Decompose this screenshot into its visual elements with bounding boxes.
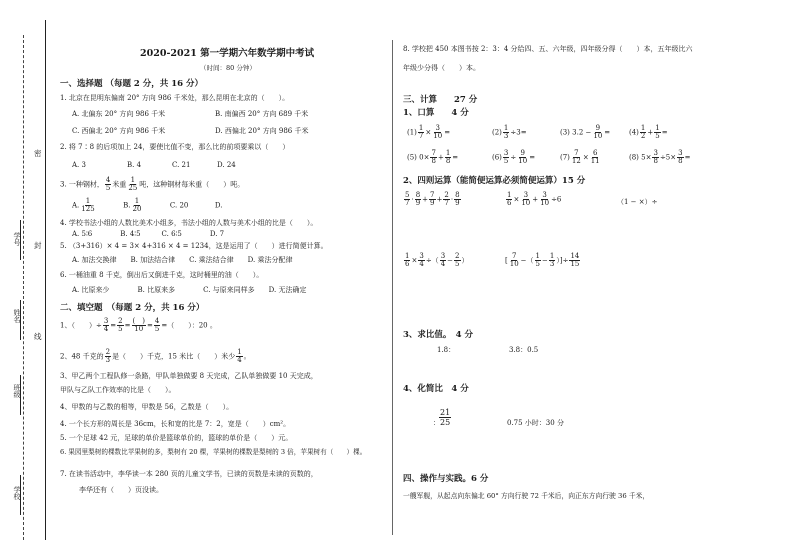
margin-label-xian: 线 xyxy=(34,332,42,341)
s1-q1-opt-b: B. 南偏西 20° 方向 689 千米 xyxy=(215,110,309,118)
binding-dashed-line xyxy=(23,35,24,540)
s2-q3: 3、甲乙两个工程队修一条路，甲队单独做要 8 天完成，乙队单独做要 10 天完成， xyxy=(60,372,318,380)
margin-field-name-line xyxy=(20,300,21,340)
simp-a: $\frac{21}{25}$ xyxy=(440,408,451,427)
margin-field-id-line xyxy=(20,220,21,260)
simp-heading: 4、化简比 4 分 xyxy=(403,384,469,394)
s2-q1: 1、（ ）÷ $\frac{3}{4}$ = $\frac{2}{5}$ = $\frac{( )}{10}$ = $\frac{4}{5}$ =（ ）：20 。 xyxy=(60,317,217,333)
margin-field-class-line xyxy=(20,375,21,415)
s2-q5: 4. 一个长方形的周长是 36cm，长和宽的比是 7：2，宽是（ ）cm²。 xyxy=(60,420,291,428)
section2-heading: 二、填空题 （每题 2 分，共 16 分） xyxy=(60,303,205,313)
s2-q2: 2、48 千克的 $\frac{2}{3}$ 是（ ）千克，15 米比（ ）米少 $\frac{1}{4}$ 。 xyxy=(60,348,251,364)
s1-q1-opt-a: A. 北偏东 20° 方向 986 千米 xyxy=(72,110,166,118)
s1-q1: 1. 北京在昆明东偏南 20° 方向 986 千米处，那么昆明在北京的（ ）。 xyxy=(60,94,290,102)
r-q8b: 年级少分得（ ）本。 xyxy=(403,64,480,72)
margin-field-school-line xyxy=(20,475,21,515)
op-heading: 四、操作与实践。6 分 xyxy=(403,474,489,484)
simp-b: 0.75 小时：30 分 xyxy=(507,419,564,427)
s1-q4: 4. 学校书法小组的人数比美术小组多，书法小组的人数与美术小组的比是（ ）。 xyxy=(60,219,318,227)
s2-q6: 5. 一个足球 42 元，足球的单价是篮球单价的，篮球的单价是（ ）元。 xyxy=(60,434,293,442)
op-text: 一艘军舰，从起点向东偏北 60° 方向行驶 72 千米后，向正东方向行驶 36 千米， xyxy=(403,492,650,500)
s1-q2-opt-b: B. 4 xyxy=(127,161,142,169)
oral-item: (5) 0× $\frac{7}{8}$ + $\frac{1}{8}$ = xyxy=(407,149,459,165)
margin-field-id: 学号 xyxy=(13,232,21,246)
oral-item: (7) $\frac{7}{12}$ × $\frac{6}{11}$ xyxy=(560,149,600,165)
margin-field-name: 姓名 xyxy=(13,309,21,323)
s1-q2-opt-c: C. 21 xyxy=(172,161,191,169)
s1-q1-opt-d: D. 西偏北 20° 方向 986 千米 xyxy=(215,127,309,135)
margin-field-class: 班级 xyxy=(13,384,21,398)
s1-q2-opt-a: A. 3 xyxy=(72,161,86,169)
margin-field-school: 学校 xyxy=(13,486,21,500)
margin-label-feng: 封 xyxy=(34,241,42,250)
oral-item: (6) $\frac{3}{5}$ ÷ $\frac{9}{10}$ = xyxy=(492,149,536,165)
s2-q8: 7. 在读书活动中，李华读一本 280 页的儿童文学书，已读的页数是未读的页数的， xyxy=(60,470,318,478)
column-divider xyxy=(392,40,393,535)
s1-q5-opts: A. 加法交换律 B. 加法结合律 C. 乘法结合律 D. 乘法分配律 xyxy=(72,256,293,264)
s2-q3b: 甲队与乙队工作效率的比是（ ）。 xyxy=(60,386,176,394)
mixed-expr-a: $\frac{5}{7}$ · $\frac{8}{9}$ + $\frac{7}{9}$ + $\frac{2}{7}$ · $\frac{8}{9}$ xyxy=(405,191,460,207)
s1-q4-opts: A. 5∶6 B. 4∶5 C. 6∶5 D. 7 xyxy=(72,230,225,238)
calc-heading: 三、计算 27 分 xyxy=(403,95,478,105)
s1-q2: 2. 将 7∶8 的后项加上 24，要使比值不变，那么比的前项要乘以（ ） xyxy=(60,143,290,151)
mixed-expr-b: $\frac{1}{6}$ × $\frac{3}{10}$ + $\frac{3}{10}$ ÷6 xyxy=(507,191,562,207)
oral-item: (1) $\frac{1}{7}$ × $\frac{3}{10}$ = xyxy=(407,124,451,140)
ratio-a: 1.8： xyxy=(437,346,456,354)
s2-q7: 6. 果园里梨树的棵数比苹果树的多，梨树有 20 棵，苹果树的棵数是梨树的 3 倍，苹果树有（ ）棵。 xyxy=(60,448,367,456)
margin-label-mi: 密 xyxy=(34,149,42,158)
mixed-expr-d: $\frac{1}{6}$ × $\frac{3}{4}$ ÷（ $\frac{3}{4}$ − $\frac{2}{5}$ ） xyxy=(405,252,469,268)
oral-item: (2) $\frac{1}{3}$ ÷3= xyxy=(492,124,527,140)
s1-q1-opt-c: C. 西偏北 20° 方向 986 千米 xyxy=(72,127,166,135)
oral-heading: 1、口算 4 分 xyxy=(403,108,469,118)
oral-item: (8) 5× $\frac{3}{8}$ ÷5× $\frac{3}{8}$ = xyxy=(629,149,691,165)
binding-line xyxy=(45,20,46,540)
s1-q6: 6. 一桶油重 8 千克，倒出后又倒进千克，这时桶里的油（ ）。 xyxy=(60,271,264,279)
s1-q3-opts: A. $\frac{1}{125}$ B. $\frac{1}{20}$ C. 20 D. xyxy=(72,197,223,213)
s2-q8b: 李华还有（ ）页没读。 xyxy=(79,486,163,494)
oral-item: (3) 3.2 − $\frac{9}{10}$ = xyxy=(560,124,611,140)
r-q8: 8. 学校把 450 本图书按 2：3：4 分给四、五、六年级，四年级分得（ ）本，五年级比六 xyxy=(403,45,693,53)
mixed-expr-e: [ $\frac{7}{10}$ −（ $\frac{1}{5}$ − $\frac{1}{3}$ ）]÷ $\frac{14}{15}$ xyxy=(505,252,580,268)
s2-q4: 4、甲数的与乙数的相等，甲数是 56，乙数是（ ）。 xyxy=(60,403,234,411)
s1-q3: 3. 一种钢材， $\frac{4}{5}$ 米重 $\frac{1}{25}$ 吨，这种钢材每米重（ ）吨。 xyxy=(60,176,245,192)
s1-q5: 5. （3+316）× 4 = 3× 4+316 × 4 = 1234，这是运用了（ ）进行简便计算。 xyxy=(60,242,328,250)
oral-item: (4) $\frac{1}{2}$ + $\frac{1}{5}$ = xyxy=(629,124,668,140)
page-subtitle: （时间：80 分钟） xyxy=(200,64,256,72)
mixed-expr-c: （1 − ×）÷ xyxy=(617,198,658,206)
page-title: 2020-2021 第一学期六年数学期中考试 xyxy=(140,48,315,59)
s1-q2-opt-d: D. 24 xyxy=(217,161,236,169)
simp-colon: ： xyxy=(433,419,440,427)
section1-heading: 一、选择题 （每题 2 分，共 16 分） xyxy=(60,79,204,89)
ratio-heading: 3、求比值。 4 分 xyxy=(403,330,474,340)
ratio-b: 3.8：0.5 xyxy=(509,346,539,354)
s1-q6-opts: A. 比原来少 B. 比原来多 C. 与原来同样多 D. 无法确定 xyxy=(72,286,307,294)
mixed-heading: 2、四则运算（能简便运算必须简便运算）15 分 xyxy=(403,176,586,186)
